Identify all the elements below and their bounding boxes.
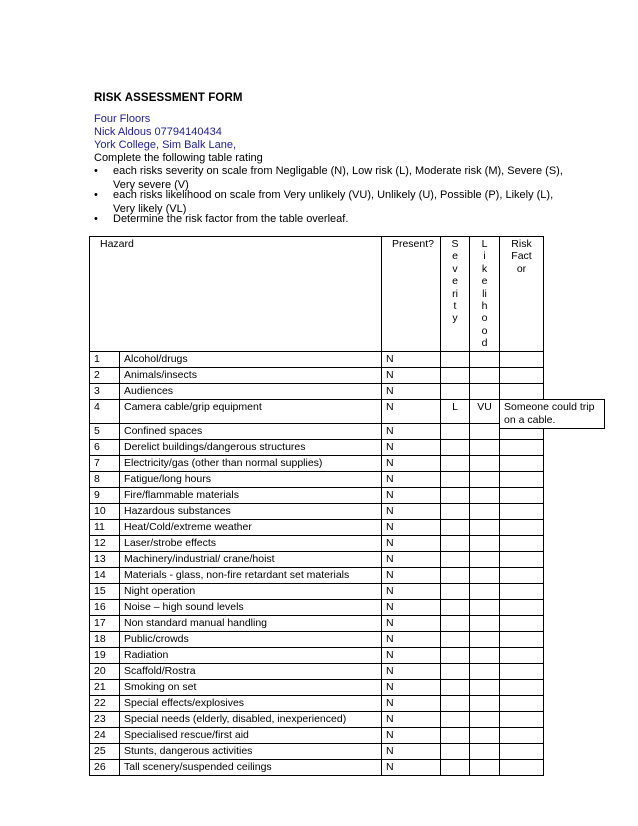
- row-hazard: Audiences: [120, 383, 382, 399]
- row-number: 3: [90, 383, 120, 399]
- row-present: N: [382, 759, 441, 775]
- table-header-row: [90, 237, 544, 352]
- row-likelihood: [470, 727, 500, 743]
- row-number: 2: [90, 367, 120, 383]
- row-risk-factor: [500, 535, 544, 551]
- row-likelihood: [470, 631, 500, 647]
- row-likelihood: [470, 679, 500, 695]
- row-number: 21: [90, 679, 120, 695]
- row-number: 13: [90, 551, 120, 567]
- row-number: 6: [90, 439, 120, 455]
- table-row: [90, 439, 544, 455]
- row-present: N: [382, 487, 441, 503]
- row-severity: [441, 583, 470, 599]
- row-present: N: [382, 615, 441, 631]
- bullet-text: each risks severity on scale from Negligable (N), Low risk (L), Moderate risk (M), Severe (S), Very severe (V): [113, 165, 563, 191]
- row-risk-factor: [500, 551, 544, 567]
- risk-note: Someone could trip on a cable.: [499, 399, 605, 429]
- row-hazard: Radiation: [120, 647, 382, 663]
- row-risk-factor: [500, 351, 544, 367]
- row-severity: [441, 487, 470, 503]
- row-hazard: Scaffold/Rostra: [120, 663, 382, 679]
- row-risk-factor: [500, 599, 544, 615]
- table-row: [90, 615, 544, 631]
- row-present: N: [382, 647, 441, 663]
- row-hazard: Noise – high sound levels: [120, 599, 382, 615]
- row-present: N: [382, 399, 441, 423]
- table-row: [90, 551, 544, 567]
- row-present: N: [382, 503, 441, 519]
- row-risk-factor: [500, 471, 544, 487]
- row-number: 19: [90, 647, 120, 663]
- row-number: 16: [90, 599, 120, 615]
- table-row: [90, 535, 544, 551]
- row-number: 9: [90, 487, 120, 503]
- row-hazard: Tall scenery/suspended ceilings: [120, 759, 382, 775]
- row-severity: [441, 679, 470, 695]
- row-present: N: [382, 471, 441, 487]
- bullet-glyph: •: [94, 189, 98, 201]
- row-present: N: [382, 583, 441, 599]
- row-hazard: Non standard manual handling: [120, 615, 382, 631]
- row-severity: [441, 663, 470, 679]
- row-risk-factor: [500, 647, 544, 663]
- row-likelihood: [470, 567, 500, 583]
- row-severity: [441, 471, 470, 487]
- row-risk-factor: [500, 727, 544, 743]
- row-likelihood: [470, 487, 500, 503]
- table-row: [90, 455, 544, 471]
- row-likelihood: [470, 759, 500, 775]
- table-row: [90, 599, 544, 615]
- row-hazard: Smoking on set: [120, 679, 382, 695]
- row-present: N: [382, 423, 441, 439]
- row-present: N: [382, 711, 441, 727]
- row-likelihood: VU: [470, 399, 500, 423]
- row-likelihood: [470, 551, 500, 567]
- row-likelihood: [470, 599, 500, 615]
- row-number: 25: [90, 743, 120, 759]
- row-hazard: Camera cable/grip equipment: [120, 399, 382, 423]
- row-number: 5: [90, 423, 120, 439]
- row-present: N: [382, 439, 441, 455]
- row-severity: [441, 367, 470, 383]
- header-hazard: Hazard: [90, 237, 382, 352]
- row-number: 4: [90, 399, 120, 423]
- row-likelihood: [470, 663, 500, 679]
- table-row: [90, 567, 544, 583]
- row-number: 17: [90, 615, 120, 631]
- row-likelihood: [470, 615, 500, 631]
- row-hazard: Hazardous substances: [120, 503, 382, 519]
- row-likelihood: [470, 503, 500, 519]
- row-likelihood: [470, 535, 500, 551]
- row-likelihood: [470, 647, 500, 663]
- row-hazard: Special needs (elderly, disabled, inexperienced): [120, 711, 382, 727]
- address-line: York College, Sim Balk Lane,: [94, 139, 237, 151]
- table-row: [90, 759, 544, 775]
- row-number: 24: [90, 727, 120, 743]
- row-hazard: Animals/insects: [120, 367, 382, 383]
- table-row: [90, 519, 544, 535]
- row-likelihood: [470, 383, 500, 399]
- row-risk-factor: [500, 487, 544, 503]
- row-risk-factor: [500, 399, 595, 426]
- row-number: 18: [90, 631, 120, 647]
- row-likelihood: [470, 455, 500, 471]
- table-row: [90, 367, 544, 383]
- table-row: [90, 423, 544, 439]
- table-row: [90, 631, 544, 647]
- row-number: 10: [90, 503, 120, 519]
- table-row: [90, 383, 544, 399]
- row-number: 15: [90, 583, 120, 599]
- header-likelihood: L i k e li h o o d: [470, 237, 500, 352]
- row-likelihood: [470, 583, 500, 599]
- row-present: N: [382, 695, 441, 711]
- row-severity: [441, 711, 470, 727]
- row-present: N: [382, 535, 441, 551]
- row-severity: [441, 695, 470, 711]
- row-risk-factor: [500, 615, 544, 631]
- row-present: N: [382, 367, 441, 383]
- row-hazard: Fire/flammable materials: [120, 487, 382, 503]
- row-present: N: [382, 551, 441, 567]
- risk-table: [89, 236, 595, 776]
- row-present: N: [382, 599, 441, 615]
- table-row: [90, 351, 544, 367]
- row-severity: [441, 519, 470, 535]
- row-risk-factor: [500, 567, 544, 583]
- row-severity: [441, 439, 470, 455]
- header-severity: S e v e ri t y: [441, 237, 470, 352]
- row-number: 8: [90, 471, 120, 487]
- row-hazard: Alcohol/drugs: [120, 351, 382, 367]
- row-severity: [441, 503, 470, 519]
- row-hazard: Materials - glass, non-fire retardant set materials: [120, 567, 382, 583]
- row-present: N: [382, 455, 441, 471]
- row-risk-factor: [500, 439, 544, 455]
- row-severity: [441, 743, 470, 759]
- row-severity: [441, 727, 470, 743]
- row-hazard: Heat/Cold/extreme weather: [120, 519, 382, 535]
- row-hazard: Machinery/industrial/ crane/hoist: [120, 551, 382, 567]
- row-present: N: [382, 351, 441, 367]
- row-likelihood: [470, 519, 500, 535]
- bullet-text: Determine the risk factor from the table overleaf.: [113, 213, 349, 225]
- row-number: 23: [90, 711, 120, 727]
- row-present: N: [382, 383, 441, 399]
- row-hazard: Confined spaces: [120, 423, 382, 439]
- row-risk-factor: [500, 383, 544, 399]
- row-severity: [441, 551, 470, 567]
- row-number: 22: [90, 695, 120, 711]
- row-hazard: Night operation: [120, 583, 382, 599]
- bullet-text: each risks likelihood on scale from Very unlikely (VU), Unlikely (U), Possible (P), Likely (L), Very likely (VL): [113, 189, 554, 215]
- table-row: [90, 695, 544, 711]
- row-present: N: [382, 743, 441, 759]
- row-likelihood: [470, 743, 500, 759]
- row-risk-factor: [500, 711, 544, 727]
- row-hazard: Laser/strobe effects: [120, 535, 382, 551]
- row-risk-factor: [500, 695, 544, 711]
- row-severity: [441, 599, 470, 615]
- bullet-glyph: •: [94, 165, 98, 177]
- row-likelihood: [470, 711, 500, 727]
- row-hazard: Fatigue/long hours: [120, 471, 382, 487]
- row-risk-factor: [500, 631, 544, 647]
- row-hazard: Stunts, dangerous activities: [120, 743, 382, 759]
- row-likelihood: [470, 471, 500, 487]
- row-severity: [441, 759, 470, 775]
- row-severity: [441, 423, 470, 439]
- row-risk-factor: [500, 743, 544, 759]
- header-present: Present?: [382, 237, 441, 352]
- table-row: [90, 471, 544, 487]
- row-severity: [441, 567, 470, 583]
- row-severity: [441, 631, 470, 647]
- table-row: [90, 743, 544, 759]
- row-number: 1: [90, 351, 120, 367]
- row-risk-factor: [500, 503, 544, 519]
- table-row: [90, 583, 544, 599]
- row-number: 11: [90, 519, 120, 535]
- row-likelihood: [470, 351, 500, 367]
- header-risk-factor: Risk Fact or: [500, 237, 544, 352]
- form-title: RISK ASSESSMENT FORM: [94, 92, 243, 104]
- row-number: 14: [90, 567, 120, 583]
- instruction-line: Complete the following table rating: [94, 152, 263, 164]
- table-row: [90, 727, 544, 743]
- table-row: [90, 487, 544, 503]
- row-likelihood: [470, 423, 500, 439]
- row-number: 7: [90, 455, 120, 471]
- row-hazard: Derelict buildings/dangerous structures: [120, 439, 382, 455]
- row-risk-factor: [500, 583, 544, 599]
- row-present: N: [382, 519, 441, 535]
- row-present: N: [382, 663, 441, 679]
- row-hazard: Special effects/explosives: [120, 695, 382, 711]
- row-present: N: [382, 567, 441, 583]
- row-present: N: [382, 631, 441, 647]
- row-number: 20: [90, 663, 120, 679]
- row-risk-factor: [500, 759, 544, 775]
- row-likelihood: [470, 695, 500, 711]
- table-row: [90, 399, 544, 423]
- venue-line: Four Floors: [94, 113, 151, 125]
- row-severity: [441, 615, 470, 631]
- row-present: N: [382, 679, 441, 695]
- table-row: [90, 711, 544, 727]
- row-severity: [441, 535, 470, 551]
- row-risk-factor: [500, 367, 544, 383]
- table-row: [90, 647, 544, 663]
- row-severity: [441, 351, 470, 367]
- row-severity: [441, 647, 470, 663]
- row-hazard: Public/crowds: [120, 631, 382, 647]
- row-present: N: [382, 727, 441, 743]
- bullet-glyph: •: [94, 213, 98, 225]
- table-row: [90, 663, 544, 679]
- row-severity: L: [441, 399, 470, 423]
- contact-line: Nick Aldous 07794140434: [94, 126, 222, 138]
- row-number: 12: [90, 535, 120, 551]
- table-row: [90, 679, 544, 695]
- row-likelihood: [470, 439, 500, 455]
- row-risk-factor: [500, 455, 544, 471]
- row-severity: [441, 383, 470, 399]
- table-row: [90, 503, 544, 519]
- row-number: 26: [90, 759, 120, 775]
- row-risk-factor: [500, 679, 544, 695]
- row-risk-factor: [500, 519, 544, 535]
- row-hazard: Specialised rescue/first aid: [120, 727, 382, 743]
- row-hazard: Electricity/gas (other than normal supplies): [120, 455, 382, 471]
- row-risk-factor: [500, 663, 544, 679]
- row-severity: [441, 455, 470, 471]
- row-likelihood: [470, 367, 500, 383]
